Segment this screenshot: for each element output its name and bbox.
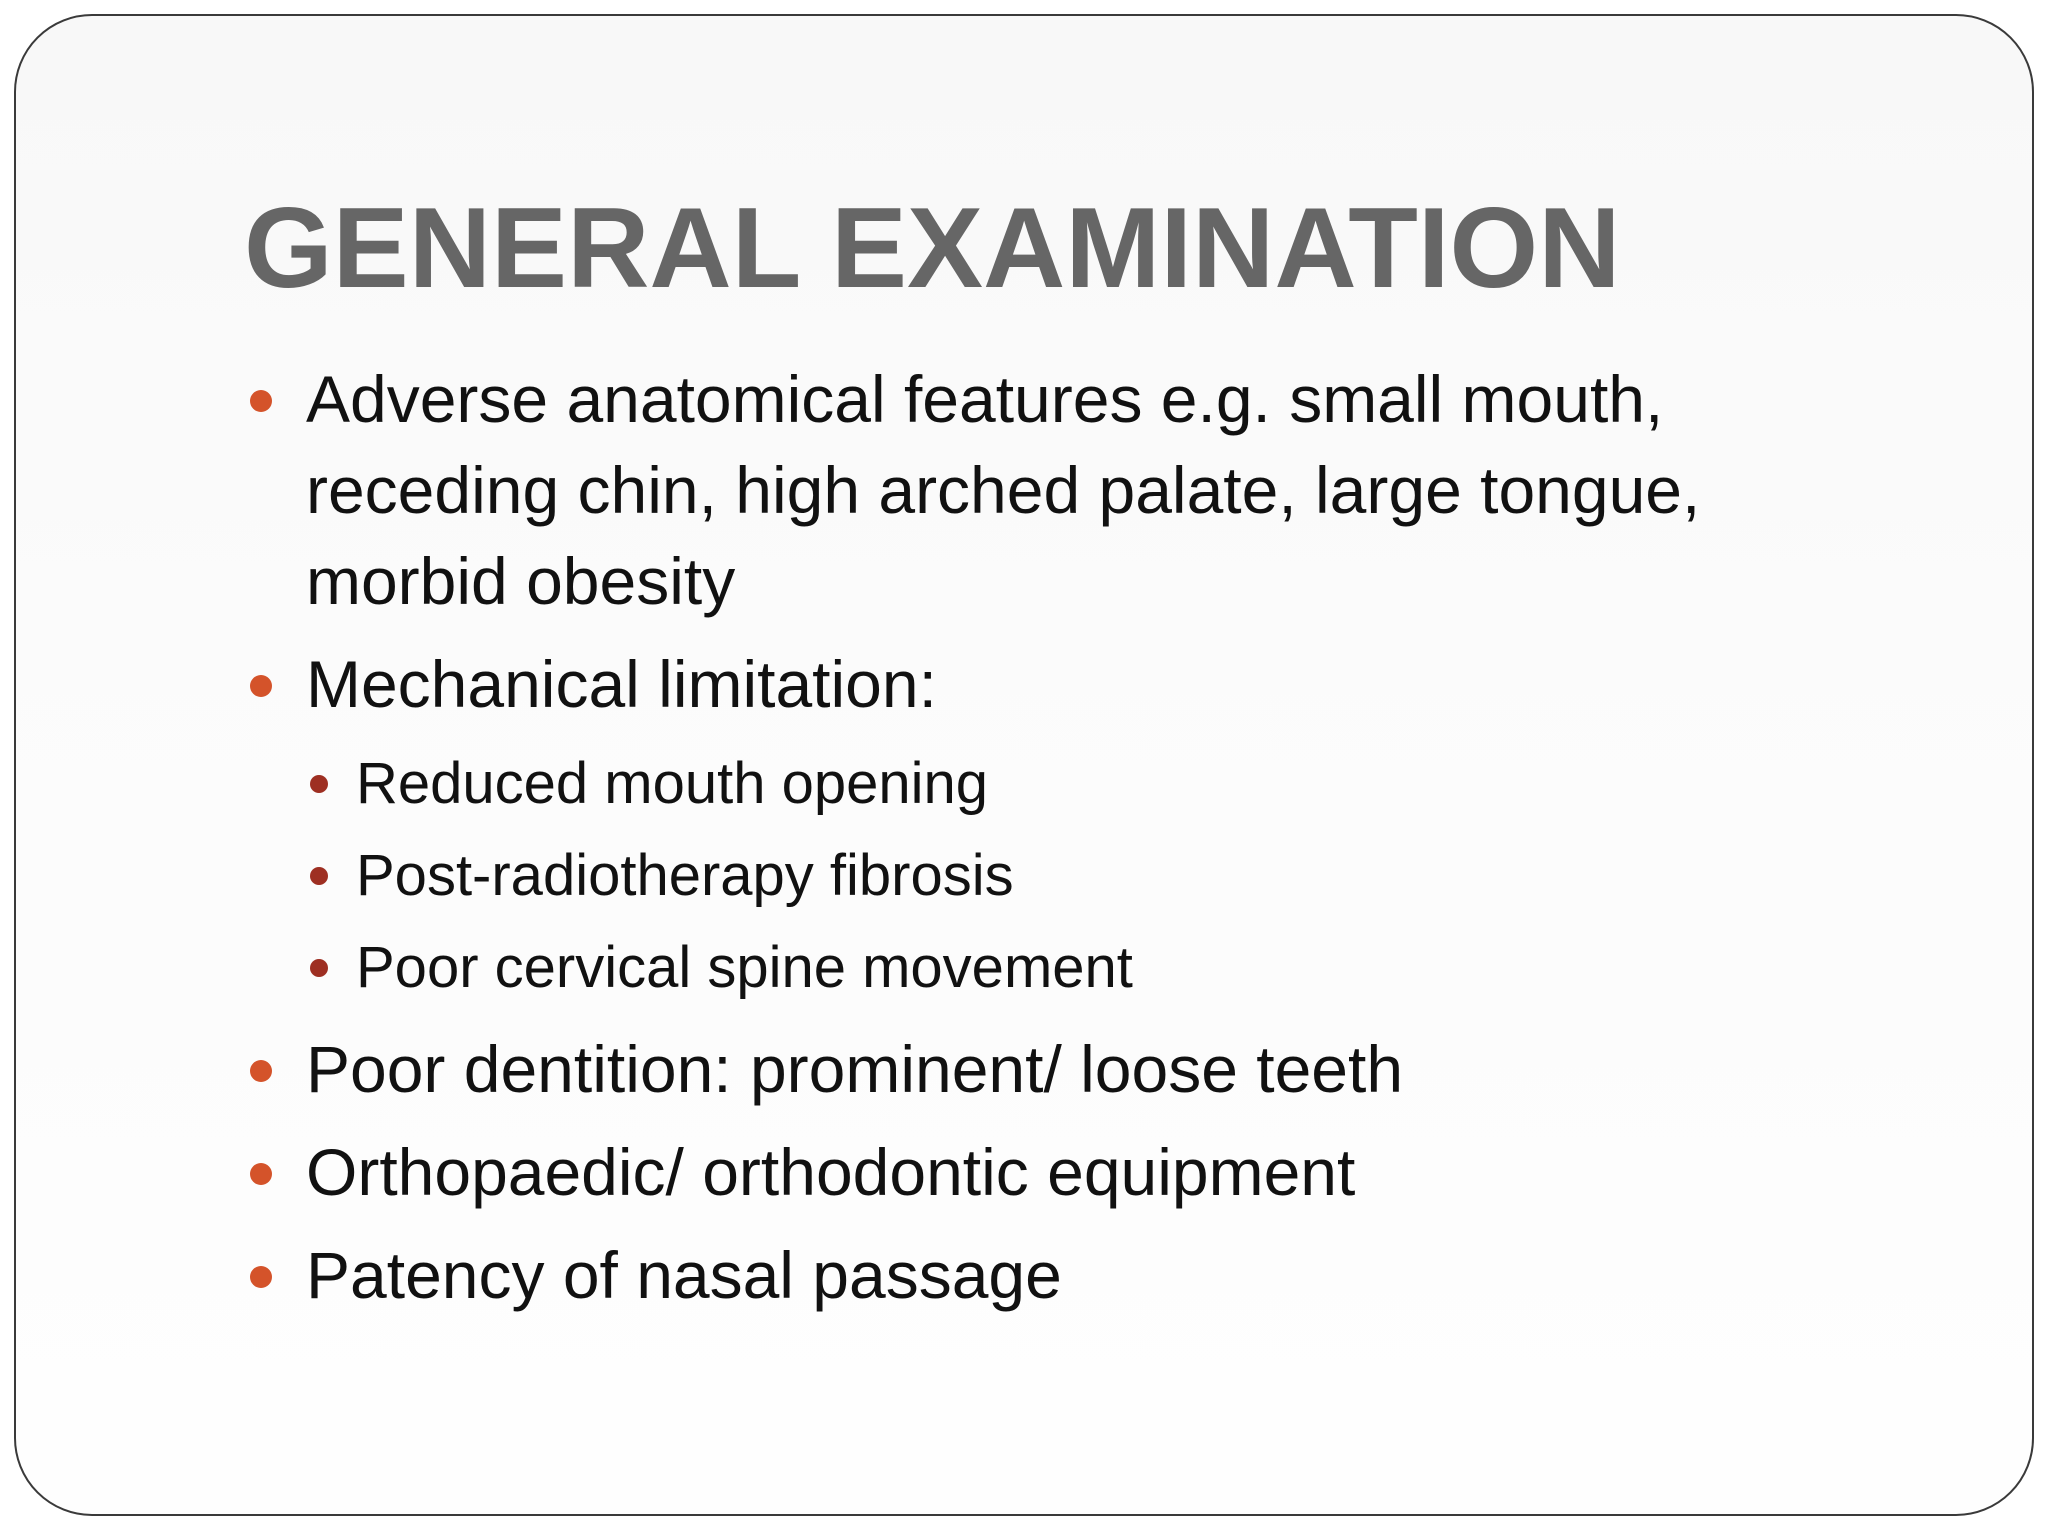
- sub-bullet-dot-icon: [310, 959, 328, 977]
- bullet-item: [246, 1127, 1906, 1218]
- slide-frame: [14, 14, 2034, 1516]
- bullet-dot-icon: [250, 390, 272, 412]
- bullet-item: [246, 1230, 1906, 1321]
- bullet-text: Adverse anatomical features e.g. small mouth, receding chin, high arched palate, large tongue, morbid obesity: [306, 362, 1701, 618]
- bullet-dot-icon: [250, 1266, 272, 1288]
- sub-bullet-dot-icon: [310, 775, 328, 793]
- sub-bullet-text: Reduced mouth opening: [356, 751, 989, 816]
- sub-bullet-list: [310, 738, 1906, 1014]
- bullet-dot-icon: [250, 1060, 272, 1082]
- sub-bullet-item: [310, 738, 1906, 830]
- bullet-text: Poor dentition: prominent/ loose teeth: [306, 1032, 1404, 1106]
- sub-bullet-text: Poor cervical spine movement: [356, 935, 1133, 1000]
- bullet-item: [246, 639, 1906, 730]
- bullet-text: Mechanical limitation:: [306, 647, 937, 721]
- sub-bullet-text: Post-radiotherapy fibrosis: [356, 843, 1014, 908]
- bullet-dot-icon: [250, 675, 272, 697]
- bullet-text: Patency of nasal passage: [306, 1238, 1062, 1312]
- sub-bullet-item: [310, 922, 1906, 1014]
- bullet-item: [246, 1024, 1906, 1115]
- bullet-text: Orthopaedic/ orthodontic equipment: [306, 1135, 1356, 1209]
- slide-title: GENERAL EXAMINATION: [244, 185, 1621, 312]
- bullet-list: [246, 354, 1906, 1333]
- bullet-item: [246, 354, 1906, 627]
- bullet-dot-icon: [250, 1163, 272, 1185]
- sub-bullet-item: [310, 830, 1906, 922]
- sub-bullet-dot-icon: [310, 867, 328, 885]
